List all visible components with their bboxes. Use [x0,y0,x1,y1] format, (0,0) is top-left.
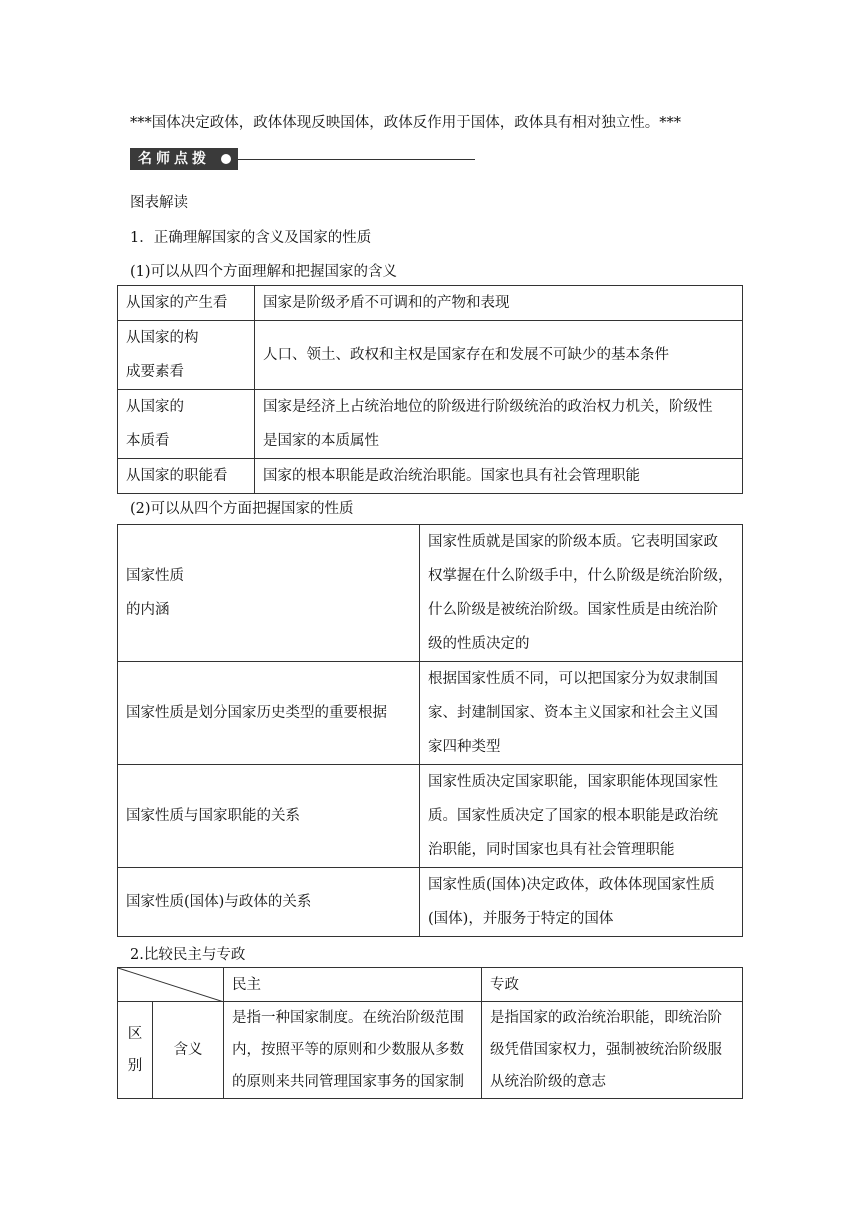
cell-line: 质。国家性质决定了国家的根本职能是政治统 [428,808,718,824]
table-row [118,459,743,494]
table-cell: 国家性质(国体)与政体的关系 [118,868,420,937]
row-group-label [118,1002,153,1099]
cell-line: 家四种类型 [428,739,501,755]
cell-line: 级凭借国家权力，强制被统治阶级服 [490,1042,722,1058]
table-row [118,1002,743,1099]
cell-line: 成要素看 [126,364,184,380]
table-cell [118,390,255,459]
cell-line: 治职能，同时国家也具有社会管理职能 [428,842,675,858]
cell-line: 是指国家的政治统治职能，即统治阶 [490,1010,722,1026]
table-row [118,868,743,937]
cell-line: 区 [127,1026,143,1042]
table-row [118,525,743,662]
table-row [118,321,743,390]
table-cell [420,868,743,937]
section-title: 图表解读 [130,195,188,211]
banner-divider [238,159,475,160]
section-banner [130,148,475,170]
table-header: 专政 [482,968,743,1002]
cell-line: 根据国家性质不同，可以把国家分为奴隶制国 [428,671,718,687]
cell-line: 内，按照平等的原则和少数服从多数 [232,1042,464,1058]
table-cell: 人口、领土、政权和主权是国家存在和发展不可缺少的基本条件 [255,321,743,390]
item1-sub2: (2)可以从四个方面把握国家的性质 [130,501,354,517]
cell-line: 国家性质 [126,568,184,584]
cell-line: 从国家的 [126,399,184,415]
table-row [118,286,743,321]
table-cell: 国家性质与国家职能的关系 [118,765,420,868]
table-row [118,968,743,1002]
diagonal-line [118,968,224,1002]
table-cell: 从国家的产生看 [118,286,255,321]
item1-title: 1．正确理解国家的含义及国家的性质 [130,230,372,246]
cell-line: 家、封建制国家、资本主义国家和社会主义国 [428,705,718,721]
state-meaning-table [117,285,743,494]
table-row [118,390,743,459]
cell-line: 从国家的构 [126,330,199,346]
cell-line: 国家性质决定国家职能，国家职能体现国家性 [428,774,718,790]
table-row [118,662,743,765]
cell-line: 是指一种国家制度。在统治阶级范围 [232,1010,464,1026]
cell-line: (国体)，并服务于特定的国体 [428,911,614,927]
cell-line: 的原则来共同管理国家事务的国家制 [232,1074,464,1090]
banner-label: 名师点拨 [130,148,238,170]
table-cell [420,765,743,868]
table-cell [482,1002,743,1099]
cell-line: 的内涵 [126,602,170,618]
cell-line: 是国家的本质属性 [263,433,379,449]
table-cell: 国家的根本职能是政治统治职能。国家也具有社会管理职能 [255,459,743,494]
item1-sub1: (1)可以从四个方面理解和把握国家的含义 [130,264,398,280]
table-cell [118,525,420,662]
cell-line: 什么阶级是被统治阶级。国家性质是由统治阶 [428,602,718,618]
state-nature-table [117,524,743,937]
diagonal-header-cell [118,968,224,1002]
cell-line: 从统治阶级的意志 [490,1074,606,1090]
table-cell [420,662,743,765]
table-row [118,765,743,868]
item2-title: 2.比较民主与专政 [130,947,246,963]
table-cell [420,525,743,662]
table-cell [118,321,255,390]
cell-line: 本质看 [126,433,170,449]
table-cell [224,1002,482,1099]
democracy-dictatorship-table [117,967,743,1099]
table-cell [255,390,743,459]
table-cell: 国家性质是划分国家历史类型的重要根据 [118,662,420,765]
table-cell: 国家是阶级矛盾不可调和的产物和表现 [255,286,743,321]
cell-line: 级的性质决定的 [428,636,530,652]
table-header: 民主 [224,968,482,1002]
row-label: 含义 [153,1002,224,1099]
cell-line: 国家性质(国体)决定政体，政体体现国家性质 [428,877,715,893]
header-line: ***国体决定政体，政体体现反映国体，政体反作用于国体，政体具有相对独立性。*** [130,115,681,131]
cell-line: 权掌握在什么阶级手中，什么阶级是统治阶级， [428,568,733,584]
table-cell: 从国家的职能看 [118,459,255,494]
cell-line: 国家性质就是国家的阶级本质。它表明国家政 [428,534,718,550]
cell-line: 别 [127,1058,143,1074]
cell-line: 国家是经济上占统治地位的阶级进行阶级统治的政治权力机关，阶级性 [263,399,713,415]
banner-dot-icon [221,154,231,164]
